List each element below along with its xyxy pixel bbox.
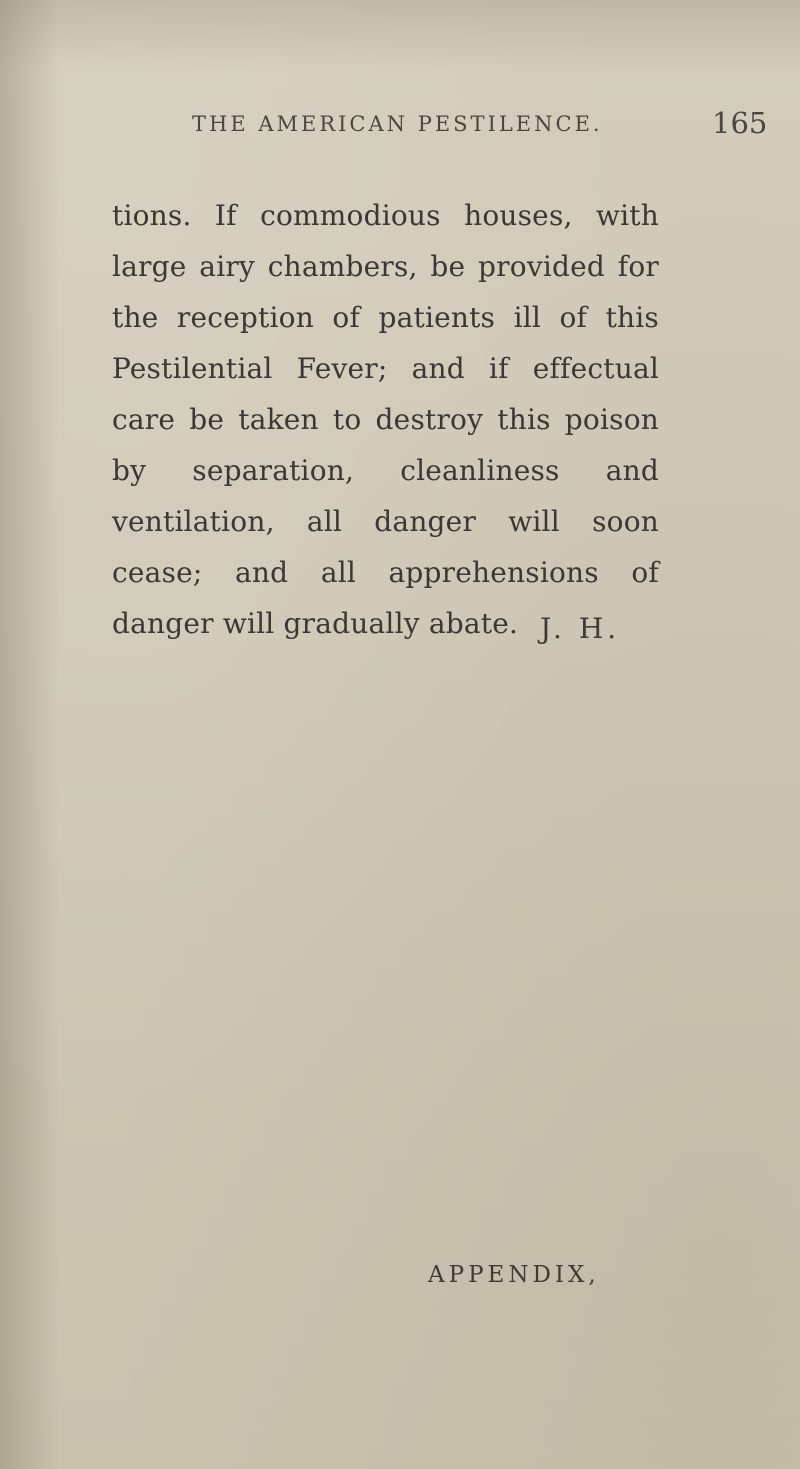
appendix-heading: APPENDIX, (428, 1262, 600, 1288)
running-head: THE AMERICAN PESTILENCE. (192, 112, 603, 136)
body-paragraph: tions. If commodious houses, with large airy chambers, be provided for the reception of patients ill of this Pestilential Fever; and if effectual care be taken to destroy this poison by separation, cleanliness and ventilation, all danger will soon cease; and all apprehensions of danger will gradually abate. (112, 199, 659, 640)
page-number: 165 (712, 106, 768, 140)
author-initials: J. H. (540, 612, 621, 645)
